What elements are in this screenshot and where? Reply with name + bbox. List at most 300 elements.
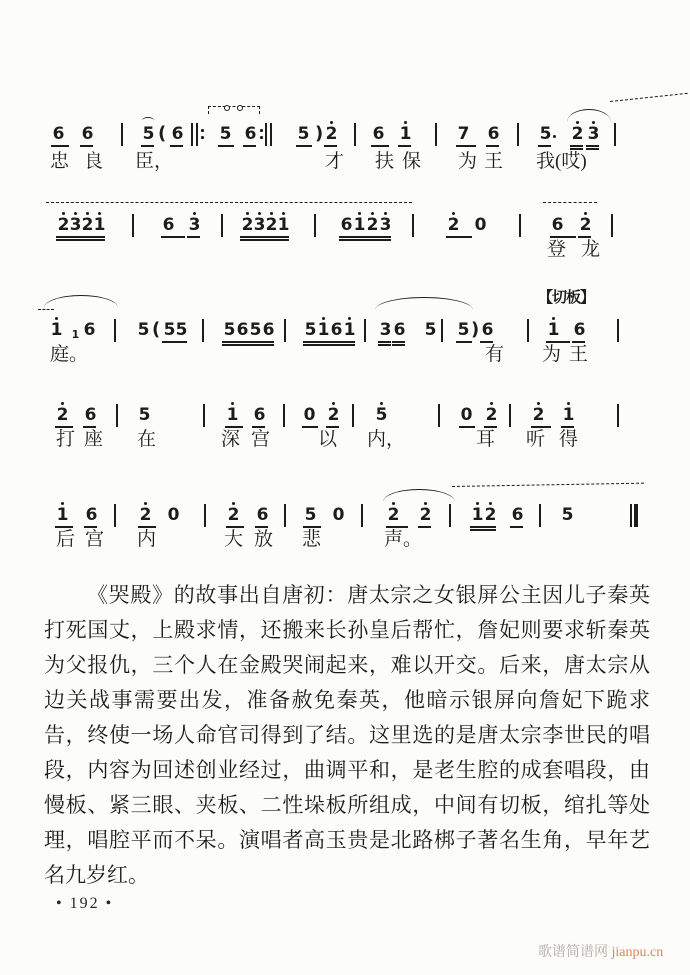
- barline: [221, 214, 223, 237]
- octave-dot: [380, 402, 383, 405]
- banban-label: 【切板】: [538, 290, 595, 306]
- duration-underline: [51, 145, 69, 147]
- lyric: 扶: [375, 151, 395, 172]
- note-digit: 0: [474, 215, 487, 235]
- note-digit: 2: [366, 215, 379, 235]
- lyric: 王: [484, 151, 504, 172]
- parenthesis: ): [471, 319, 480, 340]
- note: [539, 126, 552, 144]
- duration-underline: [342, 344, 355, 346]
- score-line: [0, 120, 690, 190]
- lyric: 宫: [251, 429, 271, 450]
- augmentation-dot: [553, 135, 556, 138]
- duration-underline: [225, 426, 243, 428]
- note-digit: 1: [226, 405, 239, 425]
- note-digit: 6: [162, 215, 175, 235]
- duration-underline: [243, 145, 256, 147]
- barline: [132, 214, 134, 237]
- note-digit: 6: [330, 320, 343, 340]
- duration-underline: [138, 526, 156, 528]
- duration-underline: [222, 341, 235, 343]
- duration-underline: [456, 341, 472, 343]
- duration-underline: [386, 526, 408, 528]
- lyric: 内，: [367, 429, 406, 450]
- duration-underline: [55, 426, 73, 428]
- slur-arc: [383, 489, 455, 502]
- paragraph-line: 理，唱腔平而不呆。演唱者高玉贵是北路梆子著名生角，早年艺: [44, 828, 650, 852]
- note-digit: 1: [471, 505, 484, 525]
- note-digit: 2: [241, 215, 254, 235]
- note-digit: 3: [253, 215, 266, 235]
- paragraph-line: 《哭殿》的故事出自唐初：唐太宗之女银屏公主因儿子秦英: [87, 583, 650, 607]
- slur-arc: [375, 297, 473, 310]
- note: [167, 507, 180, 525]
- note-digit: 5: [175, 320, 188, 340]
- duration-underline: [446, 236, 472, 238]
- duration-underline: [235, 341, 248, 343]
- note-digit: 1: [343, 320, 356, 340]
- note: [379, 322, 392, 340]
- duration-underline: [561, 426, 574, 428]
- score-line: [0, 290, 690, 386]
- duration-underline: [92, 239, 105, 241]
- barline: [364, 319, 366, 342]
- octave-dot: [567, 402, 570, 405]
- note-digit: 1: [399, 124, 412, 144]
- duration-underline: [339, 239, 352, 241]
- duration-underline: [218, 145, 234, 147]
- note: [511, 507, 524, 525]
- duration-underline: [55, 526, 73, 528]
- lyric: 臣，: [135, 151, 174, 172]
- tie-dash-line: [38, 309, 54, 310]
- tie-dash-line: [46, 202, 412, 203]
- note-digit: 2: [447, 215, 460, 235]
- note: [277, 217, 290, 235]
- octave-dot: [62, 212, 65, 215]
- circle-mark: [237, 105, 243, 111]
- duration-underline: [261, 344, 274, 346]
- duration-underline: [378, 341, 391, 343]
- note: [85, 507, 98, 525]
- note-digit: 3: [188, 215, 201, 235]
- duration-underline: [392, 344, 405, 346]
- lyric: 听: [526, 429, 546, 450]
- duration-underline: [378, 239, 391, 241]
- lyric: 耳: [476, 429, 496, 450]
- note: [262, 322, 275, 340]
- duration-underline: [352, 236, 365, 238]
- paragraph-line: 慢板、紧三眼、夹板、二性垛板所组成，中间有切板，绾扎等处: [44, 793, 650, 817]
- note: [551, 217, 564, 235]
- octave-dot: [55, 317, 58, 320]
- octave-dot: [246, 212, 249, 215]
- octave-dot: [490, 402, 493, 405]
- octave-dot: [270, 212, 273, 215]
- note: [353, 217, 366, 235]
- note: [83, 322, 96, 340]
- duration-underline: [586, 145, 599, 147]
- note: [219, 126, 232, 144]
- parenthesis: (: [152, 319, 161, 340]
- repeat-bar: [270, 123, 272, 146]
- note-digit: 2: [571, 124, 584, 144]
- note: [372, 126, 385, 144]
- barline: [449, 504, 451, 527]
- duration-underline: [538, 145, 551, 147]
- repeat-sign: [265, 123, 279, 146]
- barline: [121, 123, 123, 146]
- note-digit: 0: [303, 405, 316, 425]
- note: [579, 217, 592, 235]
- note: [587, 126, 600, 144]
- slur-arc: [44, 295, 118, 308]
- note-digit: 2: [81, 215, 94, 235]
- note-digit: 1: [56, 505, 69, 525]
- octave-dot: [330, 121, 333, 124]
- note-digit: 2: [57, 215, 70, 235]
- lyric: 声。: [384, 529, 423, 550]
- note: [50, 322, 63, 340]
- duration-underline: [483, 529, 496, 531]
- duration-underline: [470, 526, 483, 528]
- barline: [203, 404, 205, 427]
- note: [244, 126, 257, 144]
- duration-underline: [510, 526, 523, 528]
- lyric: 以: [318, 429, 338, 450]
- note: [332, 507, 345, 525]
- note-digit: 2: [419, 505, 432, 525]
- note: [340, 217, 353, 235]
- note-digit: 7: [457, 124, 470, 144]
- octave-dot: [404, 121, 407, 124]
- note-digit: 6: [262, 320, 275, 340]
- note-digit: 1: [93, 215, 106, 235]
- note: [304, 507, 317, 525]
- note-digit: 6: [84, 405, 97, 425]
- duration-underline: [392, 341, 405, 343]
- note-digit: 6: [236, 320, 249, 340]
- note: [137, 322, 150, 340]
- duration-underline: [303, 344, 316, 346]
- note: [325, 126, 338, 144]
- duration-underline: [296, 145, 312, 147]
- note: [138, 407, 151, 425]
- note: [571, 126, 584, 144]
- note: [343, 322, 356, 340]
- octave-dot: [61, 402, 64, 405]
- duration-underline: [398, 145, 411, 147]
- octave-dot: [358, 212, 361, 215]
- note: [327, 407, 340, 425]
- barline: [204, 504, 206, 527]
- note-digit: 2: [227, 505, 240, 525]
- octave-dot: [86, 212, 89, 215]
- duration-underline: [329, 344, 342, 346]
- story-paragraph: [44, 578, 650, 893]
- note: [474, 217, 487, 235]
- duration-underline: [170, 145, 183, 147]
- note: [393, 322, 406, 340]
- duration-underline: [326, 426, 339, 428]
- duration-underline: [141, 145, 154, 147]
- duration-underline: [546, 341, 570, 343]
- duration-underline: [531, 426, 551, 428]
- lyric: 登: [547, 239, 567, 260]
- note: [399, 126, 412, 144]
- note-digit: 0: [460, 405, 473, 425]
- duration-underline: [342, 341, 355, 343]
- note: [304, 322, 317, 340]
- octave-dot: [537, 402, 540, 405]
- note: [93, 217, 106, 235]
- octave-dot: [332, 402, 335, 405]
- note: [56, 507, 69, 525]
- note-digit: 1: [562, 405, 575, 425]
- lyric: 忠: [50, 151, 70, 172]
- duration-underline: [316, 344, 329, 346]
- octave-dot: [392, 502, 395, 505]
- note: [481, 322, 494, 340]
- grace-note: [71, 325, 80, 343]
- note-digit: 0: [332, 505, 345, 525]
- note-digit: 5: [163, 320, 176, 340]
- lyric: 悲: [302, 529, 322, 550]
- octave-dot: [489, 502, 492, 505]
- note: [547, 322, 560, 340]
- note: [485, 407, 498, 425]
- duration-underline: [550, 236, 576, 238]
- lyric: 在: [137, 429, 157, 450]
- barline: [441, 319, 443, 342]
- barline: [116, 404, 118, 427]
- note-digit: 5: [424, 320, 437, 340]
- note-digit: 5: [219, 124, 232, 144]
- note-digit: 6: [511, 505, 524, 525]
- note-digit: 6: [481, 320, 494, 340]
- note: [142, 126, 155, 144]
- lyric: 为: [542, 344, 562, 365]
- duration-underline: [252, 426, 265, 428]
- note-digit: 6: [256, 505, 269, 525]
- note-digit: 2: [484, 505, 497, 525]
- barline: [611, 214, 613, 237]
- note: [562, 407, 575, 425]
- repeat-ending-bracket: [208, 106, 260, 114]
- note-digit: 5: [138, 405, 151, 425]
- note-digit: 6: [551, 215, 564, 235]
- repeat-bar: [191, 123, 193, 146]
- note: [561, 507, 574, 525]
- note-digit: 5: [142, 124, 155, 144]
- lyric: 庭。: [50, 344, 89, 365]
- barline: [283, 404, 285, 427]
- note: [573, 322, 586, 340]
- tie-dash-line: [610, 93, 688, 102]
- barline: [617, 319, 619, 342]
- duration-underline: [570, 148, 583, 150]
- barline: [412, 214, 414, 237]
- duration-underline: [329, 341, 342, 343]
- circle-mark: [224, 105, 230, 111]
- barline: [519, 214, 521, 237]
- barline: [614, 123, 616, 146]
- repeat-dot: [201, 129, 204, 132]
- watermark-url: jianpu.cn: [611, 945, 664, 960]
- paragraph-line: 段，内容为回述创业经过，曲调平和，是老生腔的成套唱段，由: [44, 758, 650, 782]
- repeat-bar: [196, 123, 198, 146]
- barline: [527, 319, 529, 342]
- note-digit: 6: [340, 215, 353, 235]
- duration-underline: [586, 148, 599, 150]
- note-digit: 6: [372, 124, 385, 144]
- lyric: 龙: [581, 239, 601, 260]
- repeat-dot: [260, 129, 263, 132]
- note: [379, 217, 392, 235]
- duration-underline: [174, 341, 187, 343]
- note-digit: 0: [167, 505, 180, 525]
- duration-underline: [378, 236, 391, 238]
- note-digit: 6: [573, 320, 586, 340]
- note-digit: 6: [85, 505, 98, 525]
- duration-underline: [248, 341, 261, 343]
- note-digit: 2: [327, 405, 340, 425]
- octave-dot: [74, 212, 77, 215]
- lyric: 座: [84, 429, 104, 450]
- tie-dash-line: [452, 483, 644, 487]
- note: [188, 217, 201, 235]
- duration-underline: [276, 239, 289, 241]
- note-digit: 5: [223, 320, 236, 340]
- duration-underline: [92, 236, 105, 238]
- note-digit: 6: [393, 320, 406, 340]
- octave-dot: [61, 502, 64, 505]
- octave-dot: [584, 212, 587, 215]
- duration-underline: [486, 145, 499, 147]
- octave-dot: [476, 502, 479, 505]
- barline: [114, 504, 116, 527]
- note: [175, 322, 188, 340]
- parenthesis: ): [315, 123, 324, 144]
- note: [532, 407, 545, 425]
- barline: [509, 404, 511, 427]
- score-line: [0, 211, 690, 281]
- duration-underline: [235, 344, 248, 346]
- lyric: 良: [84, 151, 104, 172]
- barline: [284, 504, 286, 527]
- octave-dot: [384, 212, 387, 215]
- barline: [438, 404, 440, 427]
- note: [236, 322, 249, 340]
- barline: [361, 504, 363, 527]
- note-digit: 5: [304, 320, 317, 340]
- octave-dot: [452, 212, 455, 215]
- thick-bar: [634, 504, 638, 527]
- duration-underline: [248, 344, 261, 346]
- page-number: • 192 •: [56, 895, 114, 912]
- duration-underline: [480, 341, 493, 343]
- note: [52, 126, 65, 144]
- note: [424, 322, 437, 340]
- note-digit: 6: [244, 124, 257, 144]
- note: [227, 507, 240, 525]
- duration-underline: [316, 341, 329, 343]
- octave-dot: [144, 502, 147, 505]
- lyric: 大: [224, 529, 244, 550]
- duration-underline: [371, 145, 389, 147]
- barline: [202, 319, 204, 342]
- note-digit: 2: [325, 124, 338, 144]
- barline: [617, 404, 619, 427]
- note-digit: 6: [253, 405, 266, 425]
- duration-underline: [570, 145, 583, 147]
- note-digit: 1: [547, 320, 560, 340]
- note: [457, 126, 470, 144]
- duration-underline: [578, 236, 591, 238]
- barline: [352, 404, 354, 427]
- octave-dot: [282, 212, 285, 215]
- thin-bar: [630, 504, 632, 527]
- note-digit: 5: [249, 320, 262, 340]
- octave-dot: [232, 502, 235, 505]
- repeat-bar: [265, 123, 267, 146]
- barline: [435, 123, 437, 146]
- watermark-site-name: 歌谱简谱网: [538, 945, 608, 960]
- note-digit: 5: [304, 505, 317, 525]
- duration-underline: [484, 426, 497, 428]
- paragraph-line: 边关战事需要出发，准备赦免秦英，他暗示银屏向詹妃下跪求: [44, 688, 650, 712]
- note: [471, 507, 484, 525]
- note-digit: 1: [353, 215, 366, 235]
- note-digit: 2: [485, 405, 498, 425]
- note: [171, 126, 184, 144]
- note: [330, 322, 343, 340]
- duration-underline: [255, 526, 268, 528]
- note: [249, 322, 262, 340]
- barline: [284, 319, 286, 342]
- duration-underline: [303, 526, 321, 528]
- duration-underline: [470, 529, 483, 531]
- note-digit: 1: [71, 328, 80, 341]
- lyric: 放: [254, 529, 274, 550]
- duration-underline: [352, 239, 365, 241]
- note-digit: 5: [561, 505, 574, 525]
- lyric: 才: [325, 151, 345, 172]
- duration-underline: [303, 341, 316, 343]
- note-digit: 6: [487, 124, 500, 144]
- paragraph-line: 名九岁红。: [44, 863, 149, 887]
- duration-underline: [324, 145, 337, 147]
- tie-dash-line: [543, 202, 597, 203]
- repeat-sign: [191, 123, 205, 146]
- score-line: [0, 501, 690, 571]
- lyric: 打: [56, 429, 76, 450]
- octave-dot: [552, 317, 555, 320]
- note: [81, 126, 94, 144]
- note: [162, 217, 175, 235]
- paragraph-line: 打死国丈，上殿求情，还搬来长孙皇后帮忙，詹妃则要求斩秦英: [44, 618, 650, 642]
- note: [253, 407, 266, 425]
- watermark: [538, 941, 663, 961]
- note-digit: 2: [579, 215, 592, 235]
- lyric: 保: [402, 151, 422, 172]
- barline: [517, 123, 519, 146]
- duration-underline: [365, 239, 378, 241]
- lyric: 深: [221, 429, 241, 450]
- duration-underline: [483, 526, 496, 528]
- note: [223, 322, 236, 340]
- note: [56, 407, 69, 425]
